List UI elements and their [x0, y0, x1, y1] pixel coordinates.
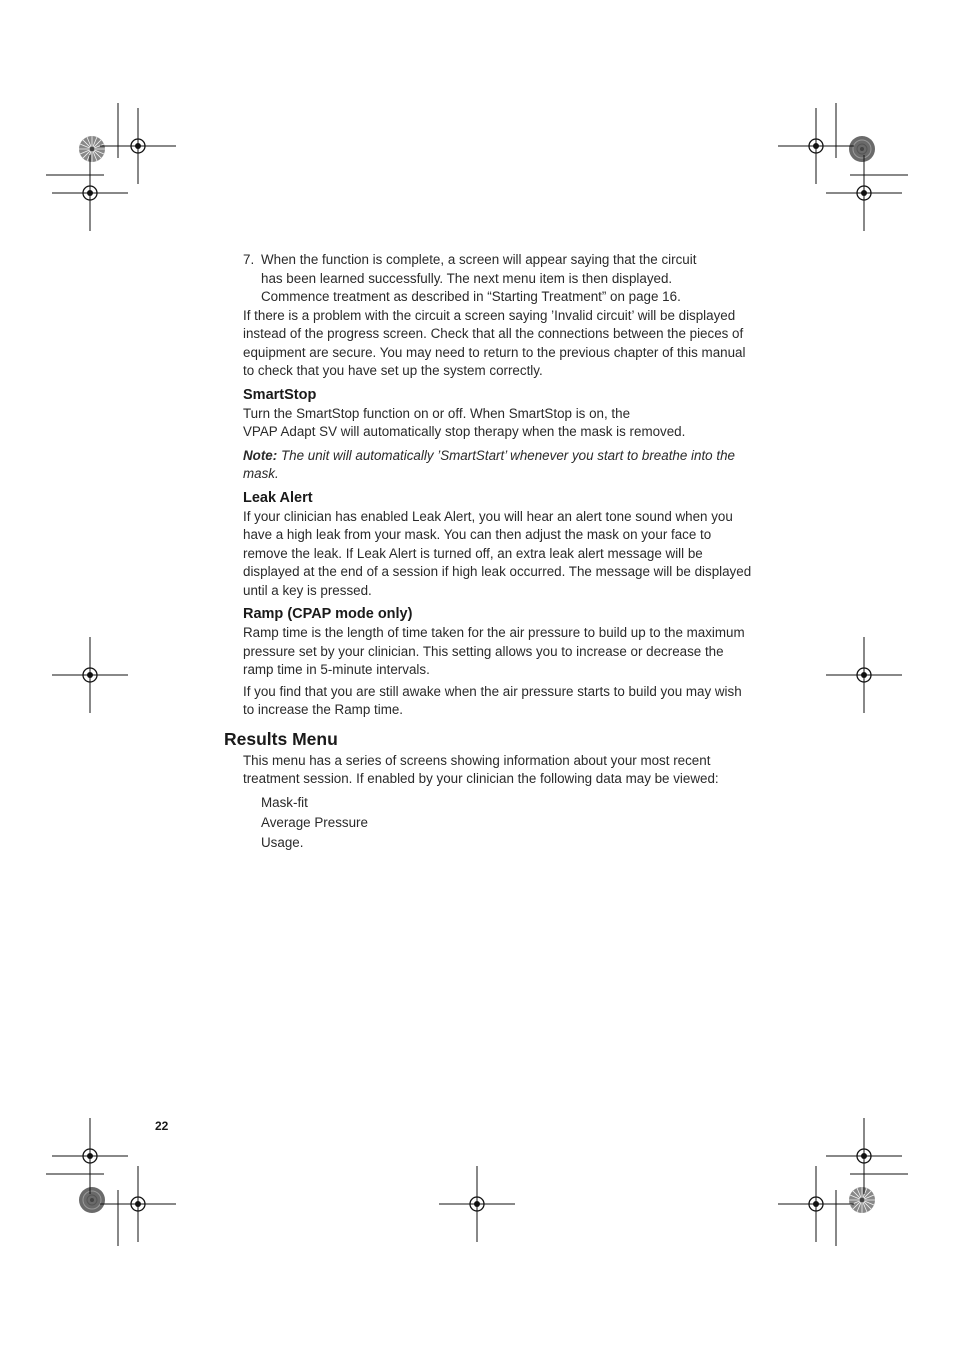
crosshair-icon	[52, 155, 128, 231]
results-menu-heading: Results Menu	[224, 728, 338, 749]
crosshair-icon	[826, 637, 902, 713]
ramp-heading: Ramp (CPAP mode only)	[243, 606, 413, 622]
crosshair-icon	[100, 108, 176, 184]
step-number: 7.	[243, 252, 255, 267]
invalid-circuit-paragraph: If there is a problem with the circuit a screen saying ’Invalid circuit’ will be displayed instead of the progress screen. Check that all the connections between the pieces of equipment are secure. You may need to return to the previous chapter of this manual to check that you have set up the system correctly.	[243, 307, 746, 378]
rosette-bottom-left-icon	[79, 1187, 105, 1213]
leak-alert-heading: Leak Alert	[243, 489, 313, 506]
smartstop-line: VPAP Adapt SV will automatically stop therapy when the mask is removed.	[243, 424, 686, 439]
crosshair-icon	[826, 155, 902, 231]
crosshair-icon	[100, 1166, 176, 1242]
page-content	[224, 251, 755, 853]
rosette-bottom-right-icon	[849, 1187, 875, 1213]
smartstop-line: Turn the SmartStop function on or off. When SmartStop is on, the	[243, 405, 631, 421]
rosette-top-right-icon	[849, 136, 875, 162]
list-item: Average Pressure	[261, 814, 368, 830]
leak-alert-body: If your clinician has enabled Leak Alert, you will hear an alert tone sound when you have a high leak from your mask. You can then adjust the mask on your face to remove the leak. If Leak Alert is turned off, an extra leak alert message will be displayed at the end of a session if high leak occurred. The message will be displayed until a key is pressed.	[243, 508, 752, 598]
results-menu-body: This menu has a series of screens showing information about your most recent treatment session. If enabled by your clinician the following data may be viewed:	[243, 752, 719, 786]
note-label: Note:	[243, 447, 278, 463]
smartstop-note	[243, 447, 755, 484]
crosshair-icon	[826, 1118, 902, 1194]
crosshair-icon	[778, 1166, 854, 1242]
rosette-top-left-icon	[79, 136, 105, 162]
smartstop-body	[243, 405, 755, 442]
step-line: Commence treatment as described in “Starting Treatment” on page 16.	[261, 289, 681, 304]
page-number: 22	[155, 1119, 169, 1133]
crop-marks-top	[46, 103, 908, 175]
crosshair-icon	[778, 108, 854, 184]
crosshair-icon	[52, 1118, 128, 1194]
note-text: The unit will automatically ’SmartStart’ whenever you start to breathe into the mask.	[243, 447, 735, 481]
list-item: Usage.	[261, 834, 304, 850]
smartstop-heading: SmartStop	[243, 386, 317, 403]
crosshair-icon	[439, 1166, 515, 1242]
step-line: has been learned successfully. The next menu item is then displayed.	[261, 270, 673, 286]
numbered-step-7	[243, 251, 755, 307]
list-item: Mask-fit	[261, 794, 308, 810]
step-line: When the function is complete, a screen will appear saying that the circuit	[261, 252, 697, 267]
crosshair-icon	[52, 637, 128, 713]
ramp-body: Ramp time is the length of time taken for the air pressure to build up to the maximum pressure set by your clinician. This setting allows you to increase or decrease the ramp time in 5-minute intervals.	[243, 625, 745, 677]
ramp-body: If you find that you are still awake when the air pressure starts to build you may wish to increase the Ramp time.	[243, 683, 742, 717]
results-data-list	[261, 793, 755, 853]
